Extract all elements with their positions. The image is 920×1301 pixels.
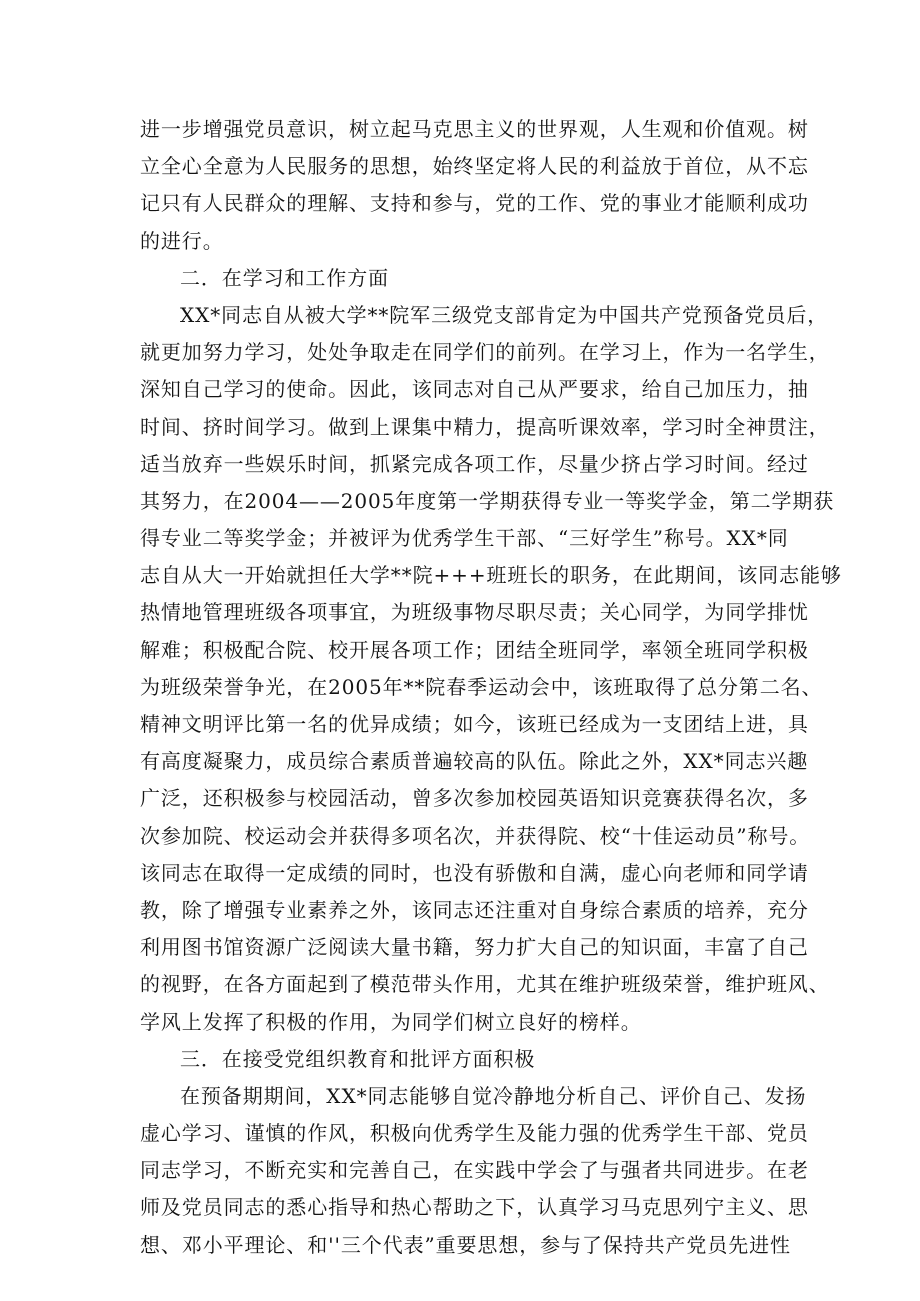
- text-line: 精神文明评比第一名的优异成绩；如今，该班已经成为一支团结上进，具: [140, 712, 809, 736]
- text-line: 该同志在取得一定成绩的同时，也没有骄傲和自满，虚心向老师和同学请: [140, 860, 809, 885]
- text-line: 有高度凝聚力，成员综合素质普遍较高的队伍。除此之外，XX*同志兴趣: [140, 749, 809, 774]
- text-line: 其努力，在2004——2005年度第一学期获得专业一等奖学金，第二学期获: [140, 488, 835, 513]
- text-line: 三．在接受党组织教育和批评方面积极: [180, 1046, 536, 1071]
- text-line: 就更加努力学习，处处争取走在同学们的前列。在学习上，作为一名学生，: [140, 340, 830, 365]
- text-line: 利用图书馆资源广泛阅读大量书籍，努力扩大自己的知识面，丰富了自己: [140, 935, 809, 960]
- document-body: [140, 111, 842, 1264]
- text-line: 的进行。: [140, 228, 224, 253]
- text-line: 广泛，还积极参与校园活动，曾多次参加校园英语知识竞赛获得名次，多: [140, 786, 809, 811]
- text-line: 立全心全意为人民服务的思想，始终坚定将人民的利益放于首位，从不忘: [140, 154, 809, 179]
- text-line: 进一步增强党员意识，树立起马克思主义的世界观，人生观和价值观。树: [140, 117, 809, 141]
- text-line: 得专业二等奖学金；并被评为优秀学生干部、“三好学生”称号。XX*同: [140, 526, 789, 551]
- text-line: 二．在学习和工作方面: [180, 265, 389, 290]
- text-line: XX*同志自从被大学**院军三级党支部肯定为中国共产党预备党员后，: [180, 302, 829, 327]
- text-line: 学风上发挥了积极的作用，为同学们树立良好的榜样。: [140, 1009, 642, 1034]
- text-line: 适当放弃一些娱乐时间，抓紧完成各项工作，尽量少挤占学习时间。经过: [140, 451, 809, 476]
- text-line: 的视野，在各方面起到了模范带头作用，尤其在维护班级荣誉，维护班风、: [140, 972, 830, 997]
- text-line: 在预备期期间，XX*同志能够自觉冷静地分析自己、评价自己、发扬: [180, 1083, 807, 1108]
- text-line: 同志学习，不断充实和完善自己，在实践中学会了与强者共同进步。在老: [140, 1158, 809, 1183]
- text-line: 教，除了增强专业素养之外，该同志还注重对自身综合素质的培养，充分: [140, 897, 809, 922]
- text-line: 虚心学习、谨慎的作风，积极向优秀学生及能力强的优秀学生干部、党员: [140, 1121, 809, 1146]
- text-line: 想、邓小平理论、和''三个代表”重要思想，参与了保持共产党员先进性: [140, 1232, 791, 1257]
- text-line: 次参加院、校运动会并获得多项名次，并获得院、校“十佳运动员”称号。: [140, 823, 811, 848]
- text-line: 记只有人民群众的理解、支持和参与，党的工作、党的事业才能顺利成功: [140, 191, 809, 216]
- text-line: 师及党员同志的悉心指导和热心帮助之下，认真学习马克思列宁主义、思: [140, 1195, 809, 1220]
- text-line: 志自从大一开始就担任大学**院+++班班长的职务，在此期间，该同志能够: [140, 563, 842, 588]
- text-line: 热情地管理班级各项事宜，为班级事物尽职尽责；关心同学，为同学排忧: [140, 600, 809, 625]
- text-line: 深知自己学习的使命。因此，该同志对自己从严要求，给自己加压力，抽: [140, 377, 809, 402]
- text-line: 解难；积极配合院、校开展各项工作；团结全班同学，率领全班同学积极: [140, 637, 809, 662]
- text-line: 为班级荣誉争光，在2005年**院春季运动会中，该班取得了总分第二名、: [140, 674, 823, 699]
- text-line: 时间、挤时间学习。做到上课集中精力，提高听课效率，学习时全神贯注，: [140, 414, 830, 439]
